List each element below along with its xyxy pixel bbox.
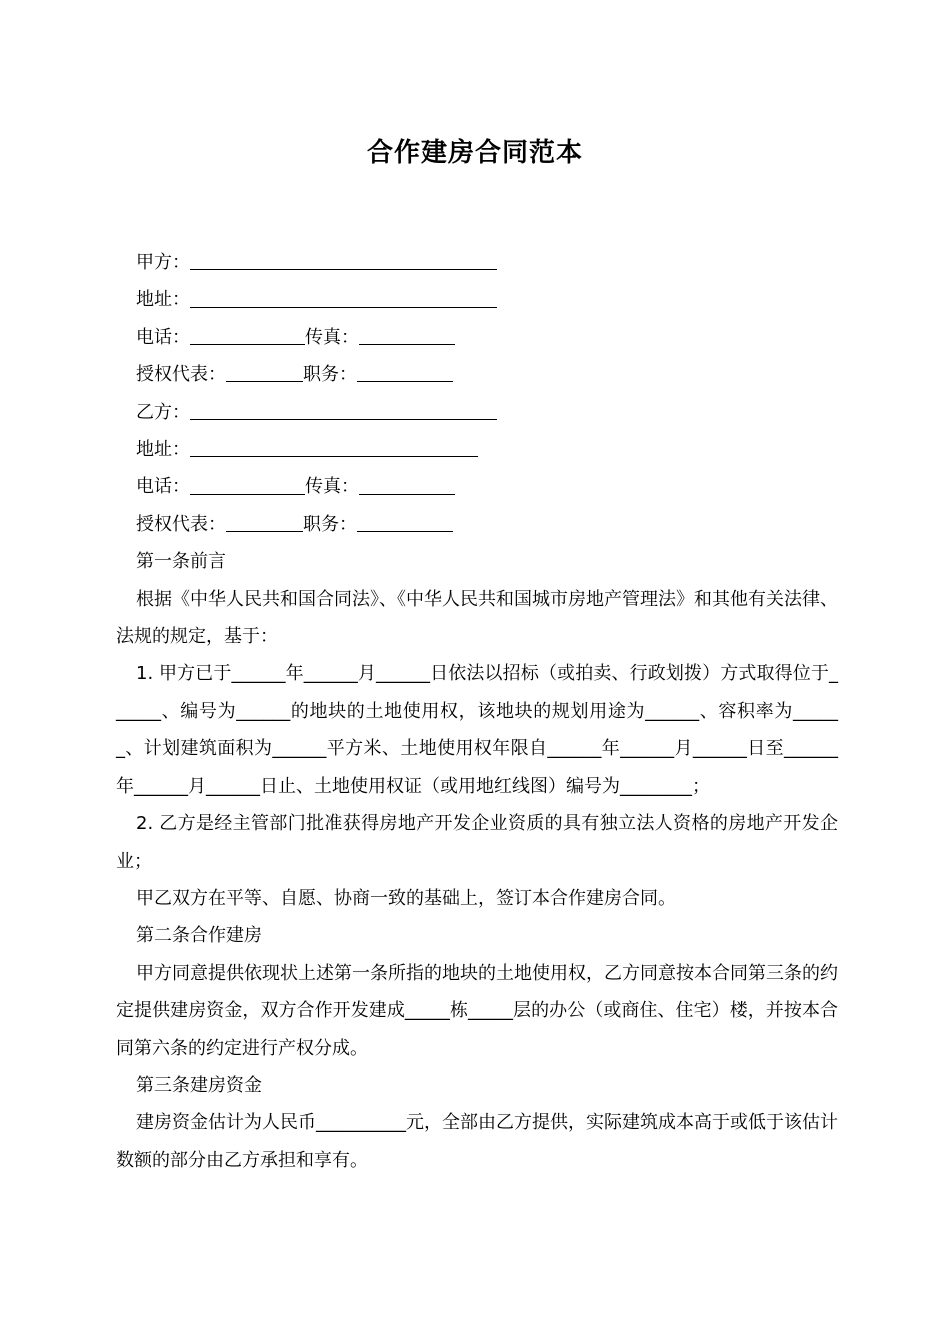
party-b-fax-label: 传真： — [305, 476, 359, 498]
party-a-address-label: 地址： — [136, 289, 190, 311]
article-3-text: 建房资金估计为人民币__________元，全部由乙方提供，实际建筑成本高于或低于该估计数额的部分由乙方承担和享有。 — [116, 1112, 838, 1171]
party-b-address-blank — [190, 437, 478, 457]
party-a-rep-line — [116, 356, 838, 393]
party-a-name-line — [116, 244, 838, 281]
party-b-phone-label: 电话： — [136, 476, 190, 498]
party-b-fax-blank — [359, 475, 455, 495]
party-b-position-label: 职务： — [303, 513, 357, 535]
party-b-address-line — [116, 431, 838, 468]
party-b-rep-label: 授权代表： — [136, 513, 226, 535]
party-a-phone-label: 电话： — [136, 326, 190, 348]
party-a-rep-blank — [226, 362, 303, 382]
document-body — [116, 244, 838, 1179]
article-2-text: 甲方同意提供依现状上述第一条所指的地块的土地使用权，乙方同意按本合同第三条的约定提供建房资金，双方合作开发建成_____栋_____层的办公（或商住、住宅）楼，并按本合同第六条的约定进行产权分成。 — [116, 962, 838, 1059]
party-b-name-blank — [190, 400, 497, 420]
party-a-fax-blank — [359, 325, 455, 345]
party-b-rep-line — [116, 506, 838, 543]
party-a-name-label: 甲方： — [136, 252, 190, 273]
party-a-position-blank — [357, 362, 453, 382]
article-1-intro: 根据《中华人民共和国合同法》、《中华人民共和国城市房地产管理法》和其他有关法律、法规的规定，基于： — [116, 588, 838, 648]
party-b-name-line — [116, 394, 838, 431]
party-a-address-line — [116, 281, 838, 318]
article-3-heading: 第三条建房资金 — [136, 1074, 262, 1096]
party-a-name-blank — [190, 250, 497, 270]
party-b-rep-blank — [226, 512, 303, 532]
article-1-item-2: 2. 乙方是经主管部门批准获得房地产开发企业资质的具有独立法人资格的房地产开发企业； — [116, 813, 838, 872]
article-1-item-1: 1. 甲方已于______年______月______日依法以招标（或拍卖、行政划拨）方式取得位于______、编号为______的地块的土地使用权，该地块的规划用途为______、容积率为______、计划建筑面积为______平方米、土地使用权年限自______年______月______日至______年______月______日止、土地使用权证（或用地红线图）编号为________； — [116, 663, 838, 797]
party-b-phone-line — [116, 468, 838, 505]
party-a-address-blank — [190, 288, 497, 308]
article-1-heading: 第一条前言 — [136, 551, 226, 573]
party-a-position-label: 职务： — [303, 364, 357, 386]
party-a-fax-label: 传真： — [305, 326, 359, 348]
document-title: 合作建房合同范本 — [366, 138, 583, 168]
party-a-phone-line — [116, 319, 838, 356]
article-1-closing: 甲乙双方在平等、自愿、协商一致的基础上，签订本合作建房合同。 — [136, 887, 676, 909]
article-2-heading: 第二条合作建房 — [136, 925, 262, 947]
party-b-phone-blank — [190, 475, 305, 495]
party-b-address-label: 地址： — [136, 439, 190, 461]
party-a-phone-blank — [190, 325, 305, 345]
party-a-rep-label: 授权代表： — [136, 364, 226, 386]
party-b-name-label: 乙方： — [136, 401, 190, 423]
party-b-position-blank — [357, 512, 453, 532]
